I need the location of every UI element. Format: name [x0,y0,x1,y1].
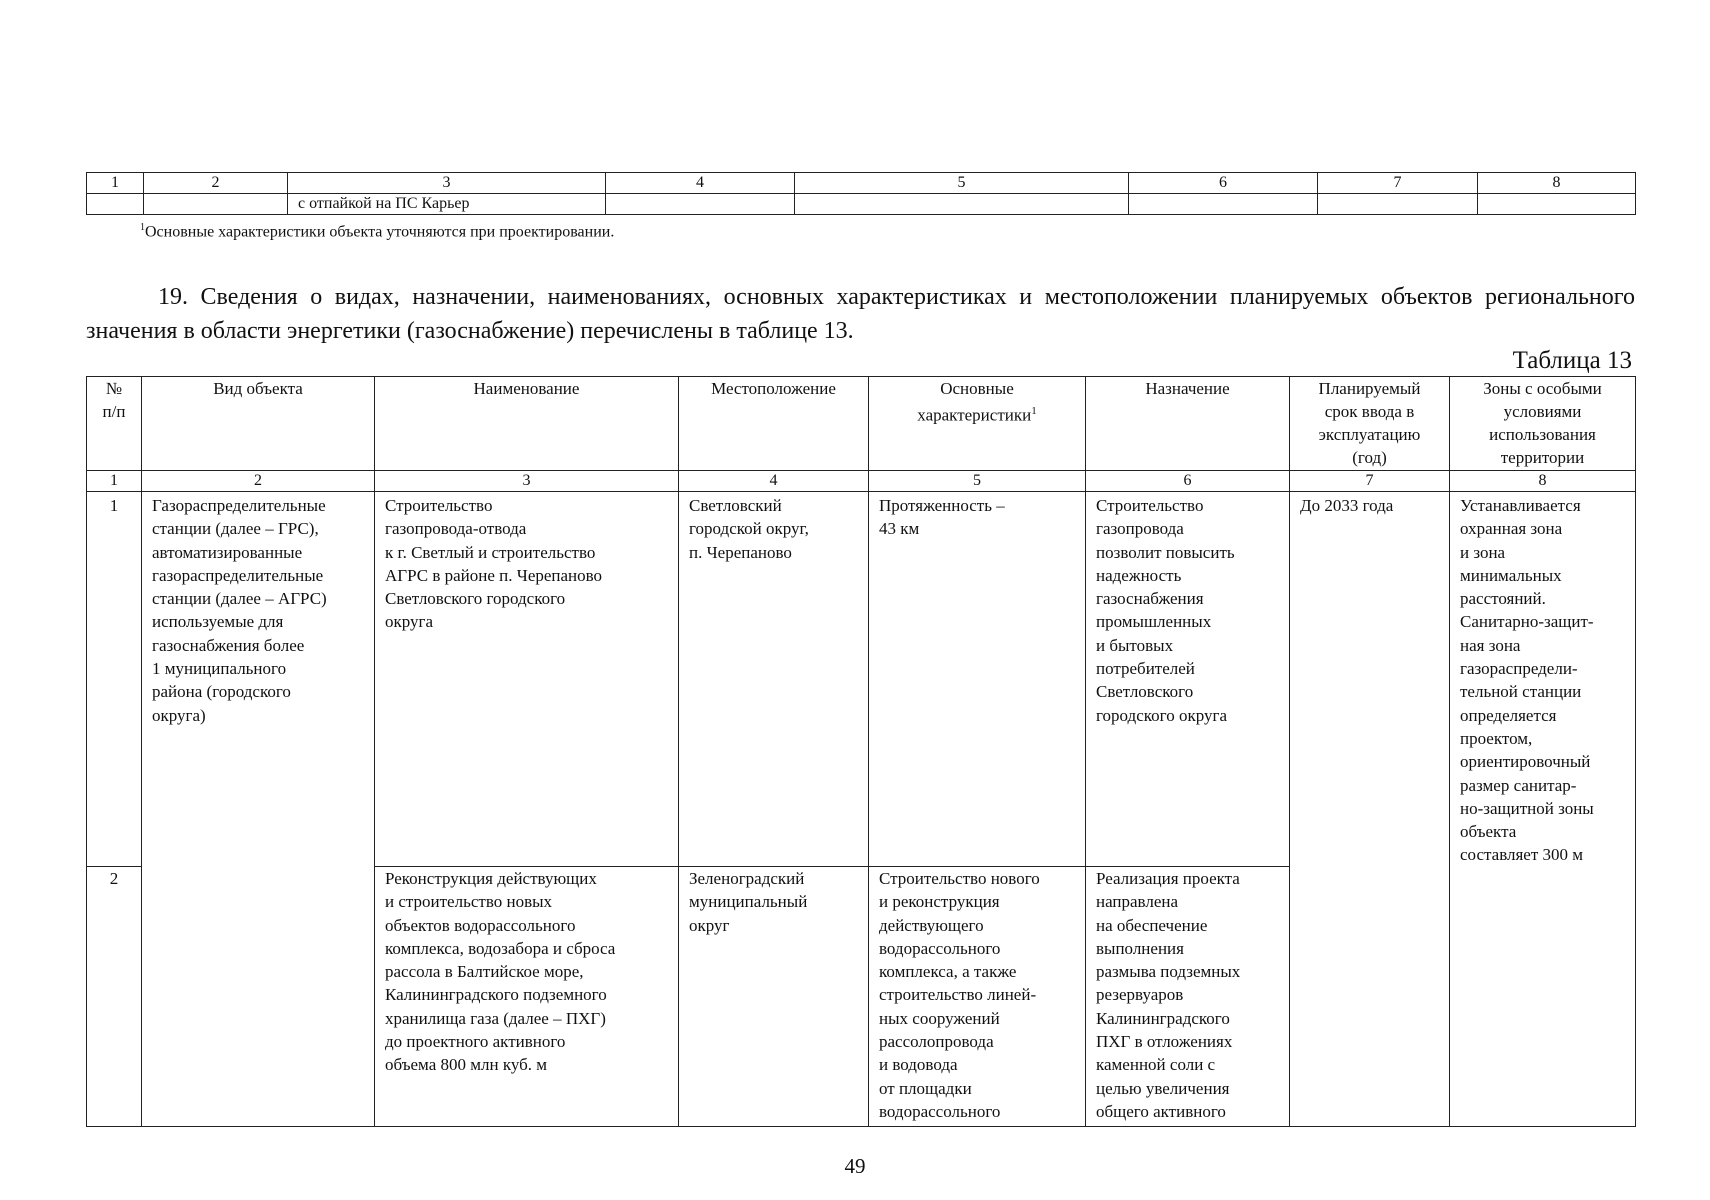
header-name: Наименование [375,377,679,471]
col-number: 8 [1450,471,1636,492]
col-number: 4 [606,173,795,194]
table-cell [87,194,144,215]
header-location: Местоположение [679,377,869,471]
object-name-cell: Строительство газопровода-отвода к г. Светлый и строительство АГРС в районе п. Черепаново Светловского городского округа [375,492,679,867]
table-cell: с отпайкой на ПС Карьер [288,194,606,215]
header-row [87,377,1636,471]
column-number-row [87,471,1636,492]
header-purpose: Назначение [1086,377,1290,471]
restricted-zones-cell: Устанавливается охранная зона и зона минимальных расстояний. Санитарно-защит- ная зона газораспредели- тельной станции определяется проектом, ориентировочный размер санитар- но-защитной зоны объекта составляет 300 м [1450,492,1636,1127]
object-purpose-cell: Реализация проекта направлена на обеспечение выполнения размыва подземных резервуаров Калининградского ПХГ в отложениях каменной соли с целью увеличения общего активного [1086,867,1290,1127]
table-cell [1478,194,1636,215]
footnote-text: Основные характеристики объекта уточняются при проектировании. [145,223,615,241]
header-num: № п/п [87,377,142,471]
table-cell [1129,194,1318,215]
object-characteristics-cell: Протяженность – 43 км [869,492,1086,867]
table-cell [606,194,795,215]
col-number: 3 [375,471,679,492]
header-characteristics [869,377,1086,471]
table-row [87,492,1636,867]
header-kind: Вид объекта [142,377,375,471]
table-cell [144,194,288,215]
object-characteristics-cell: Строительство нового и реконструкция действующего водорассольного комплекса, а также строительство линей- ных сооружений рассолопровода и водовода от площадки водорассольного [869,867,1086,1127]
col-number: 6 [1086,471,1290,492]
header-zones: Зоны с особыми условиями использования территории [1450,377,1636,471]
col-number: 6 [1129,173,1318,194]
object-purpose-cell: Строительство газопровода позволит повысить надежность газоснабжения промышленных и бытовых потребителей Светловского городского округа [1086,492,1290,867]
object-location-cell: Светловский городской округ, п. Черепаново [679,492,869,867]
table-row [87,194,1636,215]
col-number: 1 [87,173,144,194]
footnote [140,222,614,241]
col-number: 4 [679,471,869,492]
column-number-row [87,173,1636,194]
table-cell [795,194,1129,215]
col-number: 3 [288,173,606,194]
col-number: 7 [1290,471,1450,492]
commissioning-term-cell: До 2033 года [1290,492,1450,1127]
table-caption: Таблица 13 [1512,347,1632,374]
col-number: 2 [144,173,288,194]
header-term: Планируемый срок ввода в эксплуатацию (год) [1290,377,1450,471]
continuation-table [86,172,1636,215]
object-name-cell: Реконструкция действующих и строительство новых объектов водорассольного комплекса, водозабора и сброса рассола в Балтийское море, Калининградского подземного хранилища газа (далее – ПХГ) до проектного активного объема 800 млн куб. м [375,867,679,1127]
col-number: 5 [795,173,1129,194]
header-characteristics-text: Основные характеристики [917,379,1032,425]
row-number: 2 [87,867,142,1127]
col-number: 2 [142,471,375,492]
page-number: 49 [844,1154,866,1178]
col-number: 5 [869,471,1086,492]
object-kind-cell: Газораспределительные станции (далее – ГРС), автоматизированные газораспределительные станции (далее – АГРС) используемые для газоснабжения более 1 муниципального района (городского округа) [142,492,375,1127]
table-cell [1318,194,1478,215]
col-number: 1 [87,471,142,492]
section-paragraph: 19. Сведения о видах, назначении, наименованиях, основных характеристиках и местоположении планируемых объектов регионального значения в области энергетики (газоснабжение) перечислены в таблице 13. [86,284,1635,344]
table-13 [86,376,1636,1127]
object-location-cell: Зеленоградский муниципальный округ [679,867,869,1127]
footnote-mark: 1 [140,222,145,233]
footnote-mark: 1 [1031,405,1037,417]
col-number: 8 [1478,173,1636,194]
col-number: 7 [1318,173,1478,194]
row-number: 1 [87,492,142,867]
